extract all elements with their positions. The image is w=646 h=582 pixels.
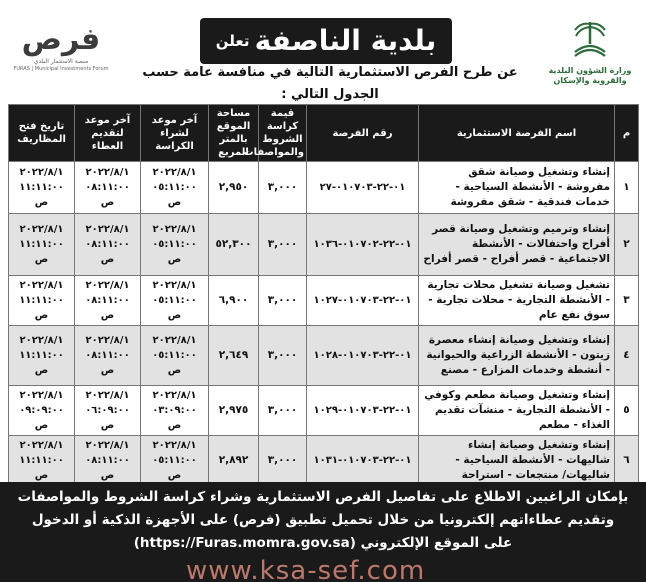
purchase-time: ٠٥:١١:٠٠ ص	[152, 350, 197, 376]
envelope-opening	[9, 162, 75, 214]
municipality-name: بلدية الناصفة	[254, 24, 437, 57]
purchase-time: ٠٣:٠٩:٠٠ ص	[152, 405, 197, 431]
purchase-time: ٠٥:١١:٠٠ ص	[152, 239, 197, 265]
bid-deadline	[75, 386, 141, 436]
bid-time: ٠٦:٠٩:٠٠ ص	[85, 405, 130, 431]
purchase-date: ٢٠٢٢/٨/١	[152, 335, 197, 346]
bid-time: ٠٨:١١:٠٠ ص	[85, 350, 130, 376]
bid-date: ٢٠٢٢/٨/١	[85, 440, 130, 451]
open-date: ٢٠٢٢/٨/١	[19, 224, 64, 235]
site-area: ٢,٩٧٥	[209, 386, 259, 436]
open-time: ١١:١١:٠٠ ص	[19, 239, 64, 265]
open-date: ٢٠٢٢/٨/١	[19, 167, 64, 178]
open-date: ٢٠٢٢/٨/١	[19, 280, 64, 291]
booklet-price: ٣,٠٠٠	[259, 436, 307, 486]
header-envelope-opening: تاريخ فتح المظاريف	[9, 105, 75, 162]
purchase-time: ٠٥:١١:٠٠ ص	[152, 455, 197, 481]
bid-deadline	[75, 436, 141, 486]
furas-logo	[12, 22, 110, 92]
row-index: ٥	[615, 386, 639, 436]
site-area: ٦,٩٠٠	[209, 276, 259, 326]
bid-date: ٢٠٢٢/٨/١	[85, 335, 130, 346]
purchase-deadline	[141, 214, 209, 276]
opportunity-name: تشغيل وصيانة تشغيل محلات تجارية - الأنشطة التجارية - محلات تجارية - سوق نفع عام	[419, 276, 615, 326]
palm-swords-emblem-icon	[567, 18, 613, 62]
booklet-price: ٣,٠٠٠	[259, 162, 307, 214]
purchase-deadline	[141, 386, 209, 436]
site-area: ٢,٩٥٠	[209, 162, 259, 214]
notice-line-3	[0, 532, 646, 555]
table-header-row	[9, 105, 639, 162]
opportunity-name: إنشاء وتشغيل وصيانة شقق مفروشة - الأنشطة السياحية - خدمات فندقية - شقق مفروشة	[419, 162, 615, 214]
header-opportunity-number: رقم الفرصة	[307, 105, 419, 162]
header-index: م	[615, 105, 639, 162]
open-date: ٢٠٢٢/٨/١	[19, 440, 64, 451]
booklet-price: ٣,٠٠٠	[259, 326, 307, 386]
header-opportunity-name: اسم الفرصة الاستثمارية	[419, 105, 615, 162]
envelope-opening	[9, 386, 75, 436]
site-area: ٥٢,٣٠٠	[209, 214, 259, 276]
envelope-opening	[9, 436, 75, 486]
table-row	[9, 436, 639, 486]
open-time: ١١:١١:٠٠ ص	[19, 455, 64, 481]
booklet-price: ٣,٠٠٠	[259, 276, 307, 326]
row-index: ٦	[615, 436, 639, 486]
bid-deadline	[75, 326, 141, 386]
bid-deadline	[75, 162, 141, 214]
row-index: ٢	[615, 214, 639, 276]
notice-line-2: وتقديم عطاءاتهم إلكترونيا من خلال تحميل تطبيق (فرص) على الأجهزة الذكية أو الدخول	[31, 512, 615, 528]
table-row	[9, 162, 639, 214]
website-link[interactable]: (https://Furas.momra.gov.sa)	[133, 535, 356, 551]
purchase-date: ٢٠٢٢/٨/١	[152, 224, 197, 235]
open-time: ١١:١١:٠٠ ص	[19, 182, 64, 208]
opportunity-number: ٠١-٢٢-٠١٠٧٠٢-١٠٣٦	[307, 214, 419, 276]
subtitle: عن طرح الفرص الاستثمارية التالية في منافسة عامة حسب الجدول التالي :	[142, 65, 518, 102]
site-area: ٢,٨٩٢	[209, 436, 259, 486]
bid-date: ٢٠٢٢/٨/١	[85, 280, 130, 291]
header-bid-deadline: آخر موعد لتقديم العطاء	[75, 105, 141, 162]
purchase-deadline	[141, 436, 209, 486]
booklet-price: ٣,٠٠٠	[259, 214, 307, 276]
header-site-area: مساحة الموقع بالمتر المربع	[209, 105, 259, 162]
purchase-time: ٠٥:١١:٠٠ ص	[152, 182, 197, 208]
open-date: ٢٠٢٢/٨/١	[19, 390, 64, 401]
bid-deadline	[75, 214, 141, 276]
purchase-time: ٠٥:١١:٠٠ ص	[152, 295, 197, 321]
title-lead: تعلن	[215, 32, 250, 50]
bid-time: ٠٨:١١:٠٠ ص	[85, 182, 130, 208]
ministry-logo	[548, 18, 632, 92]
ad-header	[0, 0, 646, 108]
title-banner	[200, 18, 452, 64]
purchase-date: ٢٠٢٢/٨/١	[152, 390, 197, 401]
bid-time: ٠٨:١١:٠٠ ص	[85, 239, 130, 265]
header-booklet-price: قيمة كراسة الشروط والمواصفات	[259, 105, 307, 162]
opportunity-name: إنشاء وترميم وتشغيل وصيانة قصر أفراح واحتفالات - الأنشطة الاجتماعية - قصر أفراح - قصر أفراح	[419, 214, 615, 276]
furas-subtitle: منصة الاستثمار البلدي	[33, 58, 89, 65]
furas-english: FURAS | Municipal Investments Forum	[13, 66, 109, 72]
opportunity-name: إنشاء وتشغيل وصيانة إنشاء شاليهات - الأنشطة السياحية - شاليهات/ منتجعات - استراحة	[419, 436, 615, 486]
table-row	[9, 276, 639, 326]
site-area: ٢,٦٤٩	[209, 326, 259, 386]
table-row	[9, 214, 639, 276]
envelope-opening	[9, 326, 75, 386]
watermark: www.ksa-sef.com	[186, 556, 426, 582]
open-date: ٢٠٢٢/٨/١	[19, 335, 64, 346]
opportunity-name: إنشاء وتشغيل وصيانة مطعم وكوفي - الأنشطة التجارية - منشآت تقديم الغذاء - مطعم	[419, 386, 615, 436]
opportunity-number: ٠١-٢٢-٠١٠٧٠٣-١٠٣١	[307, 436, 419, 486]
booklet-price: ٣,٠٠٠	[259, 386, 307, 436]
table-row	[9, 386, 639, 436]
opportunity-number: ٠١-٢٢-٠١٠٧٠٣-١٠٢٨	[307, 326, 419, 386]
ministry-name: وزارة الشؤون البلدية والقروية والإسكان	[548, 66, 632, 85]
opportunity-number: ٠١-٢٢-٠١٠٧٠٣-١٠٢٩	[307, 386, 419, 436]
opportunity-number: ٠١-٢٢-٠١٠٧٠٣-٢٧	[307, 162, 419, 214]
opportunity-name: إنشاء وتشغيل وصيانة إنشاء معصرة زيتون - الأنشطة الزراعية والحيوانية - أنشطة وخدمات المزارع - مصنع	[419, 326, 615, 386]
notice-line-3-prefix: على الموقع الإلكتروني	[360, 535, 513, 551]
row-index: ٣	[615, 276, 639, 326]
row-index: ١	[615, 162, 639, 214]
open-time: ٠٩:٠٩:٠٠ ص	[19, 405, 64, 431]
bid-deadline	[75, 276, 141, 326]
header-purchase-deadline: آخر موعد لشراء الكراسة	[141, 105, 209, 162]
opportunities-table	[8, 104, 639, 486]
bid-time: ٠٨:١١:٠٠ ص	[85, 455, 130, 481]
purchase-deadline	[141, 276, 209, 326]
bid-date: ٢٠٢٢/٨/١	[85, 224, 130, 235]
purchase-deadline	[141, 162, 209, 214]
open-time: ١١:١١:٠٠ ص	[19, 350, 64, 376]
envelope-opening	[9, 276, 75, 326]
opportunity-number: ٠١-٢٢-٠١٠٧٠٣-١٠٢٧	[307, 276, 419, 326]
purchase-date: ٢٠٢٢/٨/١	[152, 440, 197, 451]
bid-time: ٠٨:١١:٠٠ ص	[85, 295, 130, 321]
purchase-deadline	[141, 326, 209, 386]
row-index: ٤	[615, 326, 639, 386]
purchase-date: ٢٠٢٢/٨/١	[152, 167, 197, 178]
furas-wordmark: فرص	[21, 22, 101, 57]
notice-line-1: بإمكان الراغبين الاطلاع على تفاصيل الفرص الاستثمارية وشراء كراسة الشروط والمواصفات	[17, 489, 629, 505]
open-time: ١١:١١:٠٠ ص	[19, 295, 64, 321]
table-row	[9, 326, 639, 386]
bid-date: ٢٠٢٢/٨/١	[85, 167, 130, 178]
bid-date: ٢٠٢٢/٨/١	[85, 390, 130, 401]
purchase-date: ٢٠٢٢/٨/١	[152, 280, 197, 291]
envelope-opening	[9, 214, 75, 276]
